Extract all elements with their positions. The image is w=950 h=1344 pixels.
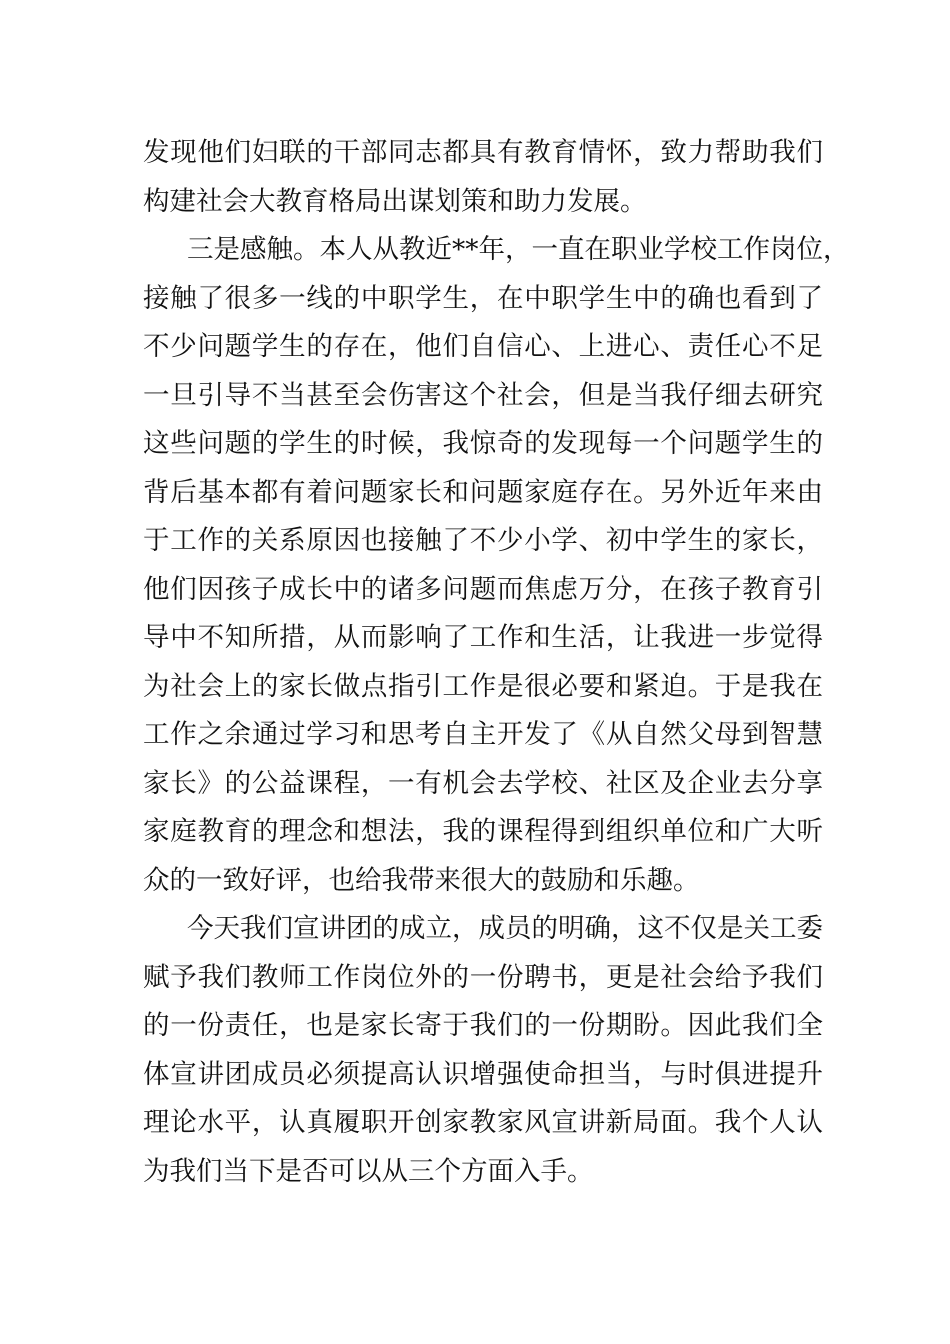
text-line: 这些问题的学生的时候，我惊奇的发现每一个问题学生的 [143, 428, 823, 459]
text-line: 发现他们妇联的干部同志都具有教育情怀，致力帮助我们 [143, 137, 823, 168]
text-line: 理论水平，认真履职开创家教家风宣讲新局面。我个人认 [143, 1107, 823, 1138]
paragraph-feelings [143, 226, 850, 905]
text-line: 为社会上的家长做点指引工作是很必要和紧迫。于是我在 [143, 670, 823, 702]
text-line: 构建社会大教育格局出谋划策和助力发展。 [143, 185, 647, 217]
text-line: 他们因孩子成长中的诸多问题而焦虑万分，在孩子教育引 [143, 573, 823, 605]
text-line: 今天我们宣讲团的成立，成员的明确，这不仅是关工委 [187, 913, 823, 944]
text-line: 一旦引导不当甚至会伤害这个社会，但是当我仔细去研究 [143, 379, 823, 411]
text-line: 工作之余通过学习和思考自主开发了《从自然父母到智慧 [143, 719, 823, 750]
paragraph-continuation [143, 129, 823, 226]
text-line: 不少问题学生的存在，他们自信心、上进心、责任心不足 [143, 331, 823, 362]
text-line: 众的一致好评，也给我带来很大的鼓励和乐趣。 [143, 864, 700, 896]
text-line: 为我们当下是否可以从三个方面入手。 [143, 1155, 594, 1187]
text-line: 家长》的公益课程，一有机会去学校、社区及企业去分享 [143, 767, 823, 799]
text-line: 家庭教育的理念和想法，我的课程得到组织单位和广大听 [143, 816, 823, 847]
text-line: 于工作的关系原因也接触了不少小学、初中学生的家长， [143, 525, 823, 556]
text-line: 的一份责任，也是家长寄于我们的一份期盼。因此我们全 [143, 1010, 823, 1041]
body-text [143, 129, 850, 1196]
text-line: 接触了很多一线的中职学生，在中职学生中的确也看到了 [143, 282, 823, 314]
text-line: 三是感触。本人从教近**年，一直在职业学校工作岗位， [187, 234, 850, 265]
text-line: 背后基本都有着问题家长和问题家庭存在。另外近年来由 [143, 476, 823, 508]
text-line: 体宣讲团成员必须提高认识增强使命担当，与时俱进提升 [143, 1058, 823, 1090]
text-line: 导中不知所措，从而影响了工作和生活，让我进一步觉得 [143, 622, 823, 653]
paragraph-lecture-group [143, 905, 823, 1196]
text-line: 赋予我们教师工作岗位外的一份聘书，更是社会给予我们 [143, 961, 823, 993]
